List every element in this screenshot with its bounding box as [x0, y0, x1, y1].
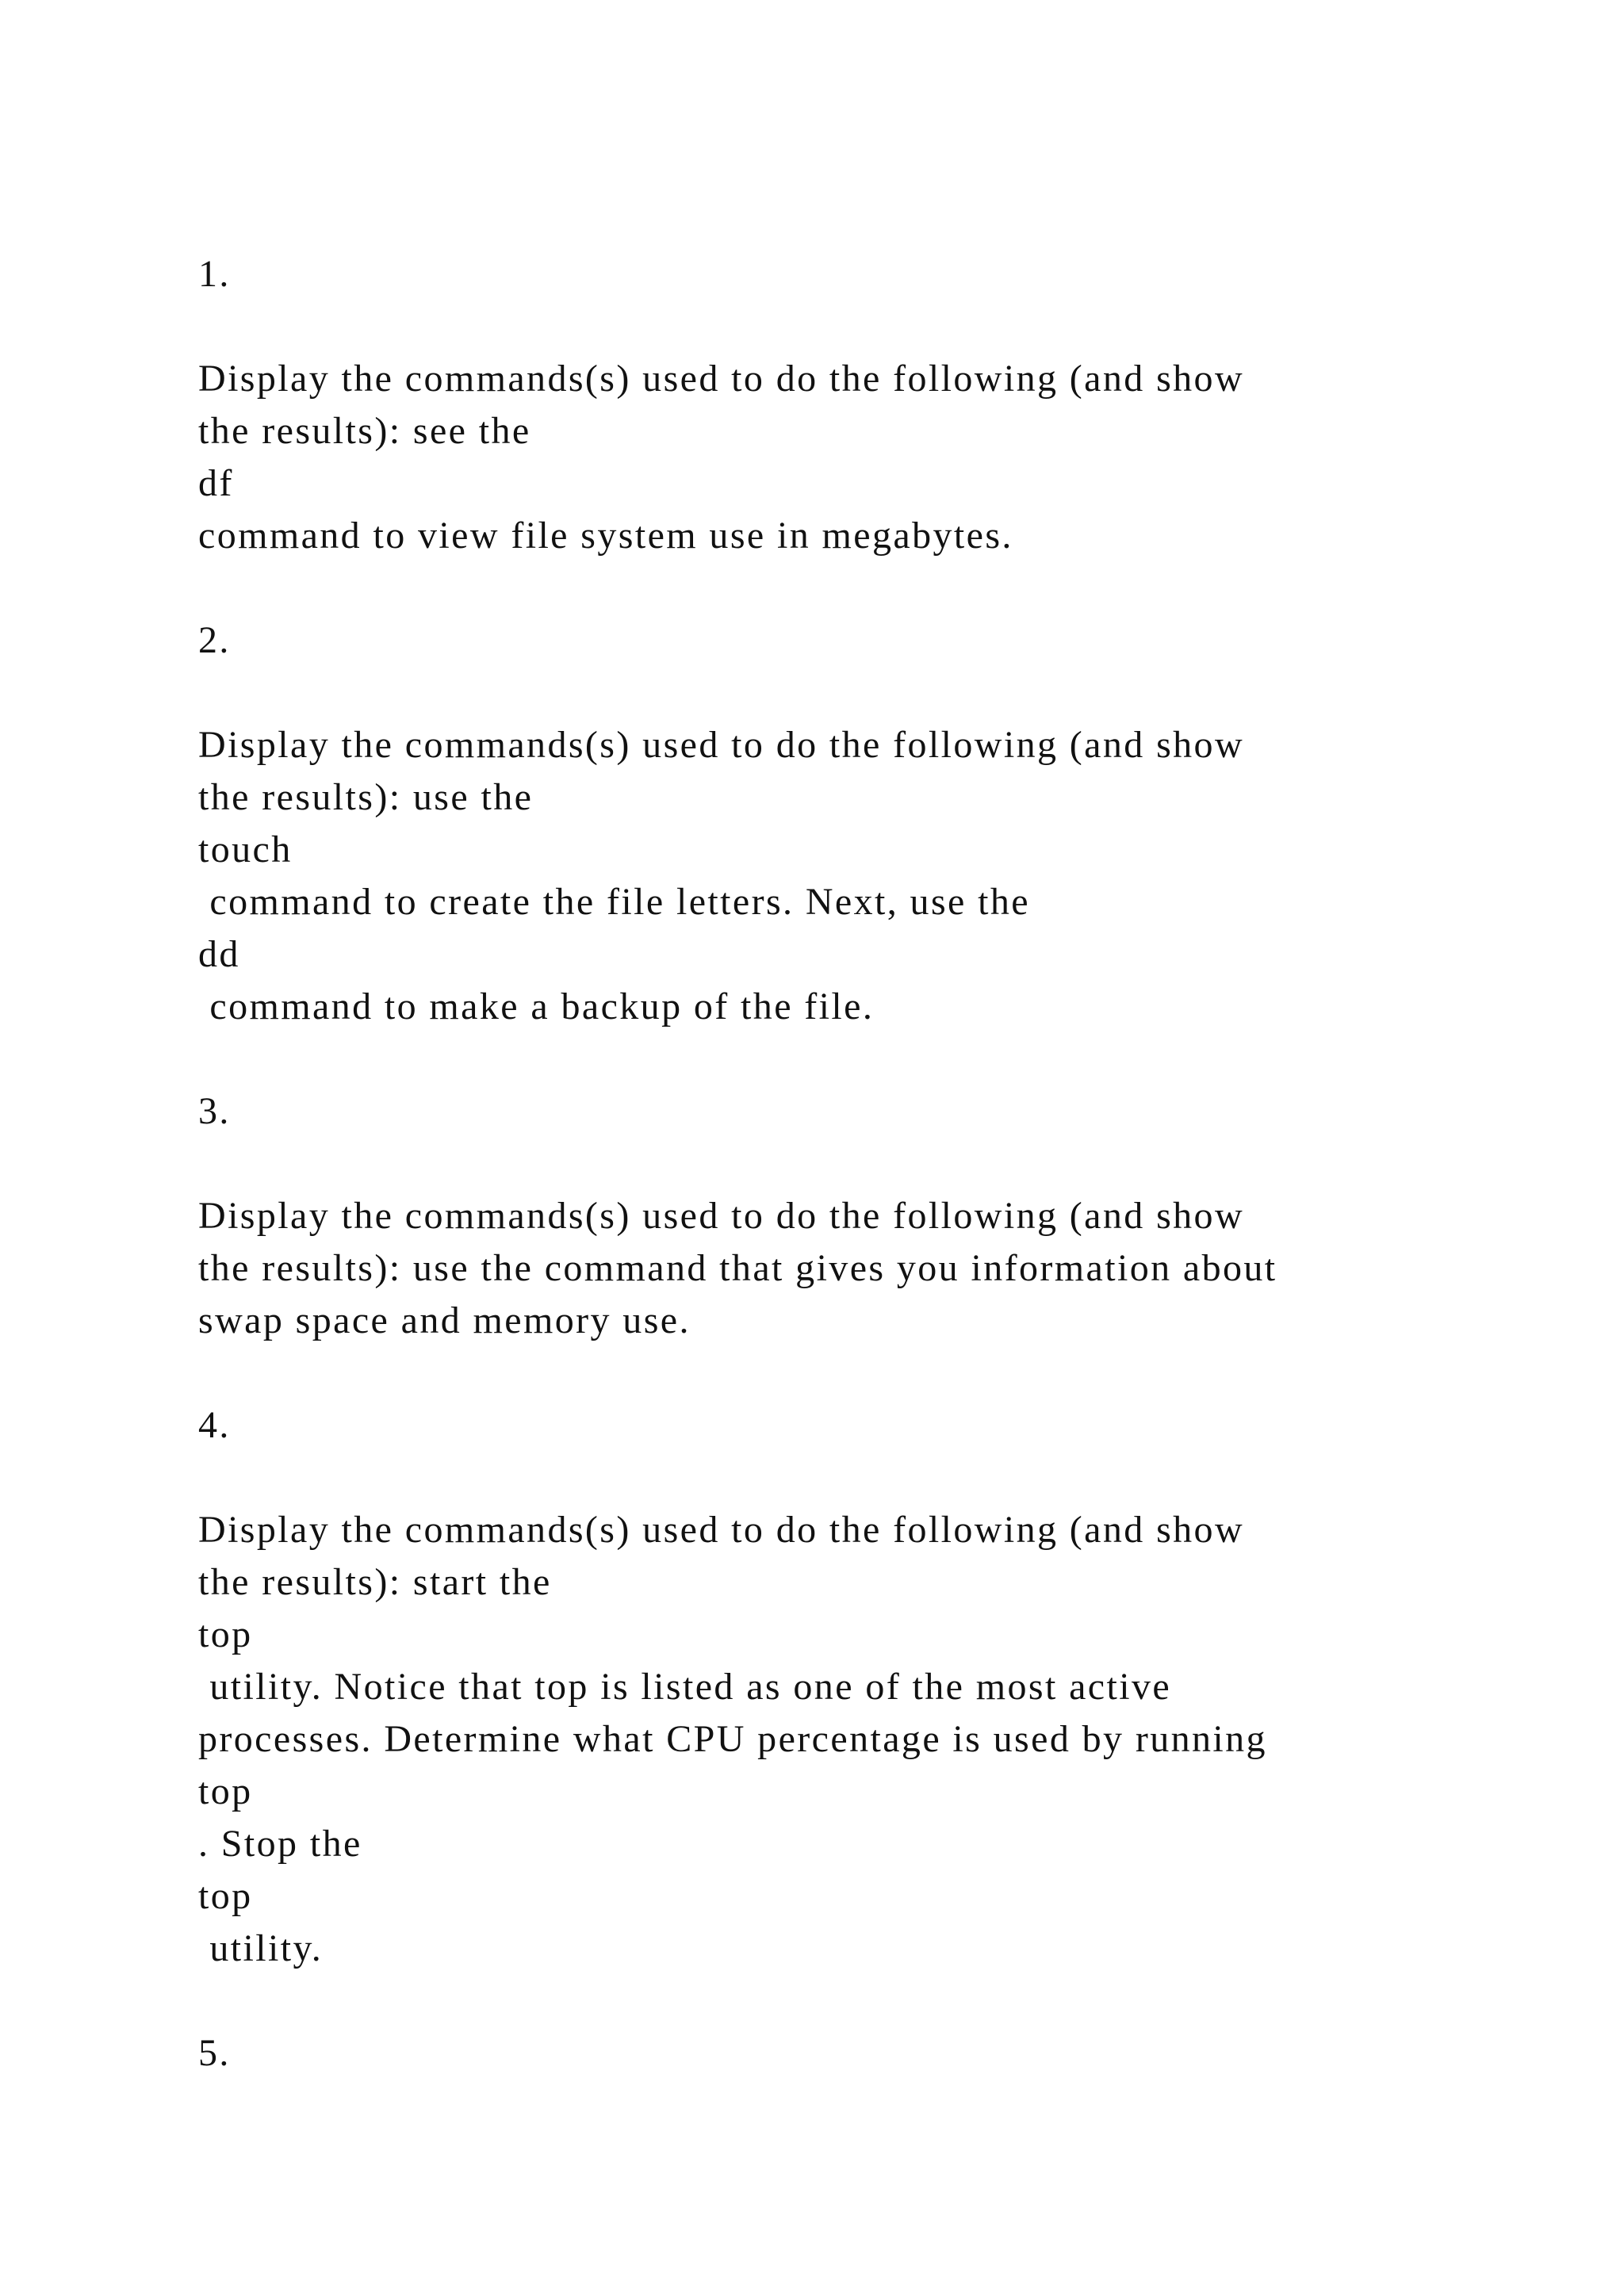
question-4-line-9: utility. — [198, 1927, 324, 1969]
question-1-line-1: Display the commands(s) used to do the following (and show — [198, 358, 1245, 400]
question-4-line-5: processes. Determine what CPU percentage is used by running — [198, 1718, 1267, 1760]
question-5-number: 5. — [198, 2032, 231, 2074]
question-4-line-2: the results): start the — [198, 1561, 552, 1603]
question-2-line-2: the results): use the — [198, 776, 534, 818]
question-1-command-df: df — [198, 462, 234, 504]
question-2-command-dd: dd — [198, 933, 240, 975]
question-4-line-4: utility. Notice that top is listed as one of the most active — [198, 1666, 1172, 1708]
question-4-command-top: top — [198, 1613, 253, 1655]
question-4-line-1: Display the commands(s) used to do the following (and show — [198, 1509, 1245, 1551]
question-1-line-4: command to view file system use in megabytes. — [198, 515, 1013, 557]
question-3-line-2: the results): use the command that gives you information about — [198, 1247, 1277, 1289]
question-3-number: 3. — [198, 1090, 231, 1132]
question-1-number: 1. — [198, 253, 231, 295]
question-4-line-7: . Stop the — [198, 1823, 362, 1865]
question-2-command-touch: touch — [198, 828, 293, 871]
question-1-line-2: the results): see the — [198, 410, 531, 452]
question-2-line-6: command to make a backup of the file. — [198, 985, 875, 1027]
question-2-number: 2. — [198, 619, 231, 661]
question-4-command-top-3: top — [198, 1875, 253, 1917]
question-3-line-1: Display the commands(s) used to do the following (and show — [198, 1195, 1245, 1237]
question-4-command-top-2: top — [198, 1770, 253, 1812]
question-2-line-1: Display the commands(s) used to do the following (and show — [198, 724, 1245, 766]
question-2-line-4: command to create the file letters. Next, use the — [198, 881, 1030, 923]
question-3-line-3: swap space and memory use. — [198, 1299, 691, 1341]
question-4-number: 4. — [198, 1404, 231, 1446]
